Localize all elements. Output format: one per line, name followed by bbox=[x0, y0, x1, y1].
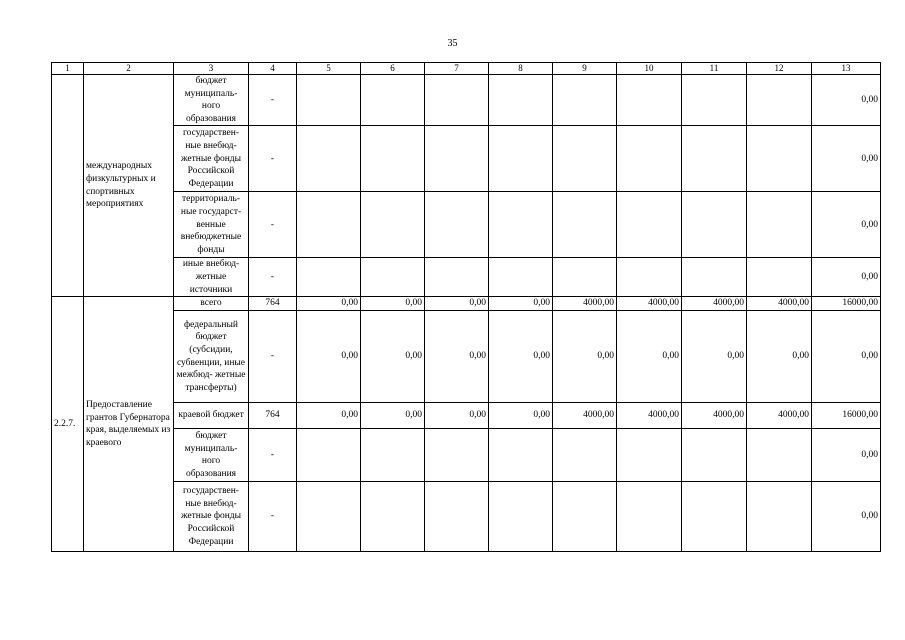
amount-cell bbox=[682, 75, 747, 126]
code-cell: 764 bbox=[249, 403, 297, 429]
column-header: 8 bbox=[489, 63, 553, 75]
amount-cell: 4000,00 bbox=[617, 297, 682, 311]
amount-cell bbox=[425, 258, 489, 297]
total-cell: 0,00 bbox=[812, 126, 881, 192]
column-header: 6 bbox=[361, 63, 425, 75]
amount-cell bbox=[425, 482, 489, 552]
amount-cell bbox=[489, 126, 553, 192]
amount-cell bbox=[747, 258, 812, 297]
amount-cell bbox=[489, 192, 553, 258]
amount-cell bbox=[361, 126, 425, 192]
table-row bbox=[52, 482, 881, 552]
amount-cell bbox=[425, 126, 489, 192]
table-row bbox=[52, 192, 881, 258]
funding-source-cell: бюджет муниципаль- ного образования bbox=[174, 75, 249, 126]
amount-cell bbox=[297, 258, 361, 297]
column-header: 4 bbox=[249, 63, 297, 75]
amount-cell bbox=[297, 75, 361, 126]
amount-cell bbox=[682, 258, 747, 297]
amount-cell: 0,00 bbox=[425, 297, 489, 311]
code-cell: - bbox=[249, 482, 297, 552]
funding-source-cell: иные внебюд- жетные источники bbox=[174, 258, 249, 297]
code-cell: - bbox=[249, 75, 297, 126]
amount-cell: 0,00 bbox=[747, 311, 812, 403]
amount-cell bbox=[297, 429, 361, 482]
amount-cell: 0,00 bbox=[682, 311, 747, 403]
column-header: 9 bbox=[553, 63, 617, 75]
amount-cell bbox=[361, 258, 425, 297]
column-header: 7 bbox=[425, 63, 489, 75]
amount-cell bbox=[553, 192, 617, 258]
code-cell: 764 bbox=[249, 297, 297, 311]
amount-cell bbox=[617, 429, 682, 482]
column-header: 10 bbox=[617, 63, 682, 75]
amount-cell: 0,00 bbox=[297, 403, 361, 429]
amount-cell bbox=[682, 482, 747, 552]
column-header: 13 bbox=[812, 63, 881, 75]
total-cell: 16000,00 bbox=[812, 297, 881, 311]
amount-cell: 0,00 bbox=[361, 403, 425, 429]
amount-cell: 0,00 bbox=[297, 311, 361, 403]
total-cell: 0,00 bbox=[812, 429, 881, 482]
column-number-header-row bbox=[52, 63, 881, 75]
column-header: 3 bbox=[174, 63, 249, 75]
column-header: 5 bbox=[297, 63, 361, 75]
amount-cell bbox=[297, 126, 361, 192]
total-cell: 16000,00 bbox=[812, 403, 881, 429]
table-row bbox=[52, 311, 881, 403]
amount-cell bbox=[617, 482, 682, 552]
amount-cell: 0,00 bbox=[617, 311, 682, 403]
column-header: 2 bbox=[84, 63, 174, 75]
code-cell: - bbox=[249, 258, 297, 297]
amount-cell bbox=[297, 482, 361, 552]
code-cell: - bbox=[249, 311, 297, 403]
amount-cell: 0,00 bbox=[489, 403, 553, 429]
amount-cell: 0,00 bbox=[361, 297, 425, 311]
table-row bbox=[52, 75, 881, 126]
code-cell: - bbox=[249, 192, 297, 258]
amount-cell: 4000,00 bbox=[617, 403, 682, 429]
amount-cell: 0,00 bbox=[297, 297, 361, 311]
amount-cell bbox=[425, 192, 489, 258]
amount-cell: 0,00 bbox=[425, 403, 489, 429]
item-name-cell: Предоставление грантов Губернатора края, выделяемых из краевого bbox=[84, 297, 174, 552]
table-row bbox=[52, 297, 881, 311]
amount-cell: 0,00 bbox=[489, 311, 553, 403]
amount-cell bbox=[747, 75, 812, 126]
amount-cell bbox=[747, 192, 812, 258]
funding-source-cell: бюджет муниципаль- ного образования bbox=[174, 429, 249, 482]
table-row bbox=[52, 403, 881, 429]
amount-cell bbox=[425, 75, 489, 126]
page-number: 35 bbox=[447, 38, 458, 49]
amount-cell bbox=[489, 482, 553, 552]
amount-cell: 4000,00 bbox=[682, 297, 747, 311]
amount-cell bbox=[747, 429, 812, 482]
amount-cell: 4000,00 bbox=[553, 403, 617, 429]
amount-cell bbox=[553, 75, 617, 126]
amount-cell bbox=[553, 258, 617, 297]
amount-cell bbox=[617, 192, 682, 258]
funding-source-cell: краевой бюджет bbox=[174, 403, 249, 429]
table-row bbox=[52, 258, 881, 297]
amount-cell bbox=[682, 126, 747, 192]
amount-cell bbox=[361, 482, 425, 552]
amount-cell bbox=[617, 258, 682, 297]
amount-cell bbox=[553, 126, 617, 192]
amount-cell bbox=[489, 429, 553, 482]
amount-cell bbox=[361, 192, 425, 258]
table-row bbox=[52, 126, 881, 192]
code-cell: - bbox=[249, 126, 297, 192]
funding-source-cell: территориаль- ные государст- венные внебюджетные фонды bbox=[174, 192, 249, 258]
funding-source-cell: государствен- ные внебюд- жетные фонды Российской Федерации bbox=[174, 126, 249, 192]
amount-cell bbox=[617, 75, 682, 126]
code-cell: - bbox=[249, 429, 297, 482]
amount-cell bbox=[361, 429, 425, 482]
column-header: 12 bbox=[747, 63, 812, 75]
amount-cell: 0,00 bbox=[361, 311, 425, 403]
total-cell: 0,00 bbox=[812, 482, 881, 552]
amount-cell: 4000,00 bbox=[682, 403, 747, 429]
total-cell: 0,00 bbox=[812, 311, 881, 403]
item-name-cell: международных физкультурных и спортивных мероприятиях bbox=[84, 75, 174, 297]
amount-cell bbox=[425, 429, 489, 482]
amount-cell bbox=[682, 192, 747, 258]
amount-cell: 4000,00 bbox=[747, 403, 812, 429]
amount-cell bbox=[489, 258, 553, 297]
funding-source-cell: государствен- ные внебюд- жетные фонды Российской Федерации bbox=[174, 482, 249, 552]
amount-cell bbox=[297, 192, 361, 258]
amount-cell bbox=[553, 429, 617, 482]
total-cell: 0,00 bbox=[812, 192, 881, 258]
amount-cell: 4000,00 bbox=[553, 297, 617, 311]
amount-cell: 0,00 bbox=[553, 311, 617, 403]
funding-source-cell: федеральный бюджет (субсидии, субвенции, иные межбюд- жетные трансферты) bbox=[174, 311, 249, 403]
table-row bbox=[52, 429, 881, 482]
amount-cell bbox=[617, 126, 682, 192]
budget-table bbox=[51, 62, 881, 552]
amount-cell bbox=[361, 75, 425, 126]
total-cell: 0,00 bbox=[812, 75, 881, 126]
total-cell: 0,00 bbox=[812, 258, 881, 297]
column-header: 1 bbox=[52, 63, 84, 75]
amount-cell: 0,00 bbox=[489, 297, 553, 311]
column-header: 11 bbox=[682, 63, 747, 75]
amount-cell: 0,00 bbox=[425, 311, 489, 403]
amount-cell: 4000,00 bbox=[747, 297, 812, 311]
amount-cell bbox=[553, 482, 617, 552]
amount-cell bbox=[747, 126, 812, 192]
item-code-cell: 2.2.7. bbox=[52, 297, 84, 552]
funding-source-cell: всего bbox=[174, 297, 249, 311]
amount-cell bbox=[682, 429, 747, 482]
amount-cell bbox=[747, 482, 812, 552]
amount-cell bbox=[489, 75, 553, 126]
item-code-cell bbox=[52, 75, 84, 297]
